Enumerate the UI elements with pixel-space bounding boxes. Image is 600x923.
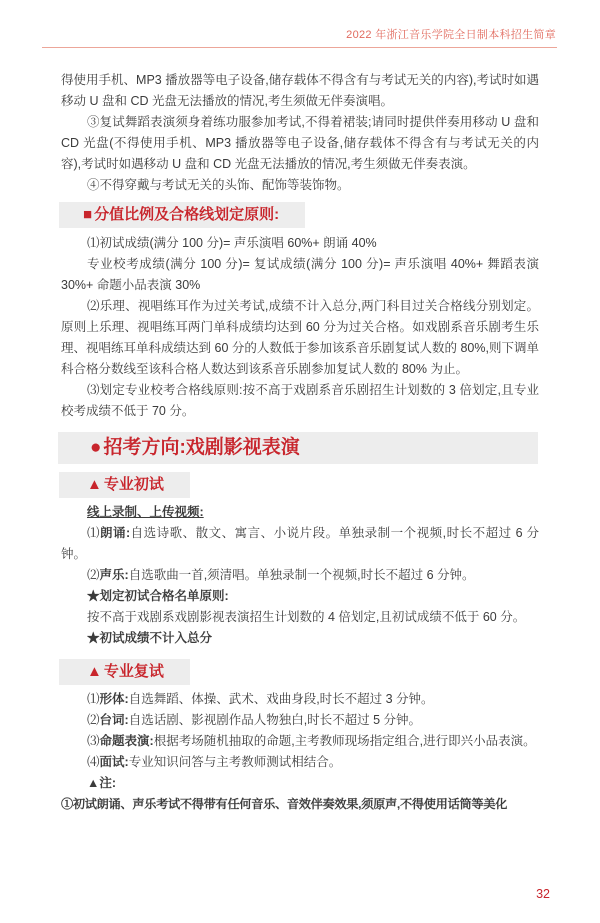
exam-item: [61, 731, 539, 752]
item-label: 命题表演:: [99, 734, 154, 748]
body-paragraph: ⑴初试成绩(满分 100 分)= 声乐演唱 60%+ 朗诵 40%: [87, 236, 377, 250]
exam-item: [61, 752, 539, 773]
exam-item: [61, 523, 539, 565]
item-label: 声乐:: [99, 568, 129, 582]
notes-heading: ▲注:: [87, 776, 117, 790]
item-number: ⑴: [87, 692, 100, 706]
body-paragraph: ③复试舞蹈表演须身着练功服参加考试,不得着裙装;请同时提供伴奏用移动 U 盘和 CD 光盘(不得使用手机、MP3 播放器等电子设备,储存载体不得含有与考试无关的内容),考试时如遇移动 U 盘和 CD 光盘无法播放的情况,考生须做无伴奏表演。: [61, 115, 539, 171]
body-paragraph: ⑵乐理、视唱练耳作为过关考试,成绩不计入总分,两门科目过关合格线分别划定。原则上乐理、视唱练耳两门单科成绩均达到 60 分为过关合格。如戏剧系音乐剧考生乐理、视唱练耳单科成绩达到 60 分的人数低于参加该系音乐剧复试人数的 80%,则下调单科合格分数线至该科合格人数达到该系音乐剧参加复试人数的 80% 为止。: [61, 299, 539, 376]
upload-instruction-label: 线上录制、上传视频:: [87, 505, 204, 519]
admission-direction-title: 招考方向:戏剧影视表演: [103, 437, 300, 458]
header-divider: [42, 47, 557, 48]
item-text: 专业知识问答与主考教师测试相结合。: [128, 755, 342, 769]
item-number: ⑶: [87, 734, 100, 748]
item-number: ⑴: [87, 526, 100, 540]
upload-instruction: [61, 502, 539, 523]
square-bullet-icon: ■: [83, 206, 93, 223]
item-label: 台词:: [99, 713, 129, 727]
subsection-heading-first-round: [59, 472, 190, 498]
subsection-heading-title: 专业复试: [103, 663, 164, 680]
item-label: 形体:: [99, 692, 129, 706]
body-paragraph: ⑶划定专业校考合格线原则:按不高于戏剧系音乐剧招生计划数的 3 倍划定,且专业校考成绩不低于 70 分。: [61, 383, 539, 418]
item-text: 自选话剧、影视剧作品人物独白,时长不超过 5 分钟。: [128, 713, 422, 727]
item-text: 根据考场随机抽取的命题,主考教师现场指定组合,进行即兴小品表演。: [153, 734, 536, 748]
item-text: 自选歌曲一首,须清唱。单独录制一个视频,时长不超过 6 分钟。: [128, 568, 475, 582]
triangle-bullet-icon: ▲: [87, 476, 102, 493]
page-number: 32: [536, 887, 550, 901]
item-number: ⑵: [87, 568, 100, 582]
exam-item: [61, 689, 539, 710]
document-body: [61, 70, 539, 815]
subsection-heading-second-round: [59, 659, 190, 685]
body-paragraph: 专业校考成绩(满分 100 分)= 复试成绩(满分 100 分)= 声乐演唱 40%+ 舞蹈表演 30%+ 命题小品表演 30%: [61, 257, 539, 292]
exam-item: [61, 565, 539, 586]
body-paragraph: ④不得穿戴与考试无关的头饰、配饰等装饰物。: [87, 178, 350, 192]
exam-item: [61, 710, 539, 731]
item-text: 自选舞蹈、体操、武术、戏曲身段,时长不超过 3 分钟。: [128, 692, 434, 706]
item-number: ⑵: [87, 713, 100, 727]
item-label: 面试:: [99, 755, 129, 769]
section-heading-title: 分值比例及合格线划定原则:: [94, 206, 280, 223]
subsection-heading-title: 专业初试: [103, 476, 164, 493]
section-heading-scores: [59, 202, 305, 228]
page-header-title: 2022 年浙江音乐学院全日制本科招生简章: [346, 29, 556, 41]
item-text: 自选诗歌、散文、寓言、小说片段。单独录制一个视频,时长不超过 6 分钟。: [61, 526, 539, 561]
item-number: ⑷: [87, 755, 100, 769]
star-rule-title: ★划定初试合格名单原则:: [87, 589, 229, 603]
triangle-bullet-icon: ▲: [87, 663, 102, 680]
note-item: ①初试朗诵、声乐考试不得带有任何音乐、音效伴奏效果,须原声,不得使用话筒等美化: [61, 797, 508, 811]
star-note: ★初试成绩不计入总分: [87, 631, 213, 645]
body-paragraph: 得使用手机、MP3 播放器等电子设备,储存载体不得含有与考试无关的内容),考试时如遇移动 U 盘和 CD 光盘无法播放的情况,考生须做无伴奏演唱。: [61, 73, 539, 108]
admission-direction-heading: [58, 432, 538, 464]
item-label: 朗诵:: [100, 526, 131, 540]
circle-bullet-icon: ●: [90, 437, 102, 458]
body-paragraph: 按不高于戏剧系戏剧影视表演招生计划数的 4 倍划定,且初试成绩不低于 60 分。: [87, 610, 526, 624]
